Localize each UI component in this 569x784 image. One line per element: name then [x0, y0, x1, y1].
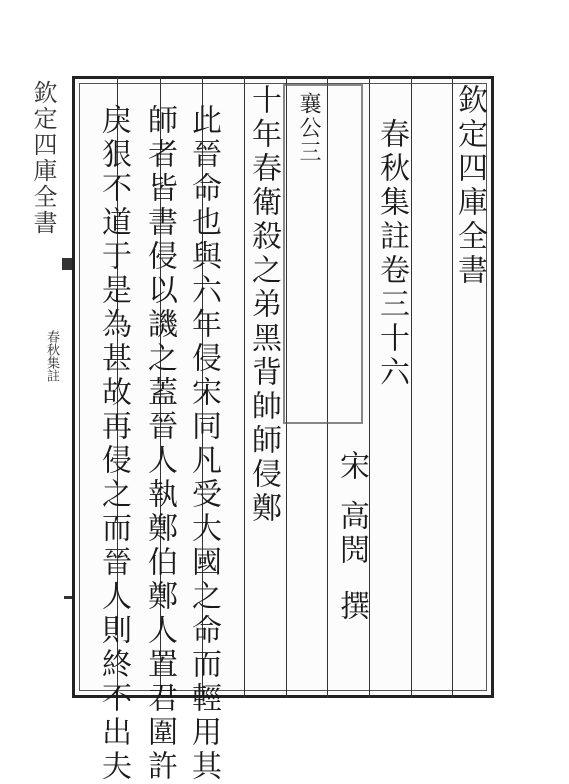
dynasty: 宋: [334, 450, 369, 484]
collection-title: 欽定四庫全書: [452, 84, 487, 288]
text-column-2: 此晉命也與六年侵宋同凡受大國之命而輕用其: [186, 104, 221, 784]
book-title: 春秋集註卷三十六: [374, 118, 409, 390]
author-role: 撰: [334, 590, 369, 624]
spine-label: 春秋集註: [44, 330, 59, 382]
reign-heading: 襄公三: [296, 92, 321, 164]
text-column-1: 十年春衛殺之弟黑背帥師侵鄭: [246, 84, 281, 526]
column-divider: [411, 76, 412, 698]
title-box: [283, 84, 363, 424]
text-column-3: 師者皆書侵以譏之蓋晉人執鄭伯鄭人置君圍許: [142, 104, 177, 784]
text-column-4: 戾狠不道于是為甚故再侵之而晉人則終不出夫: [96, 104, 131, 784]
column-divider: [244, 76, 245, 698]
author: 高閌: [334, 500, 369, 568]
edge-title: 欽定四庫全書: [29, 80, 57, 236]
column-divider: [369, 76, 370, 698]
